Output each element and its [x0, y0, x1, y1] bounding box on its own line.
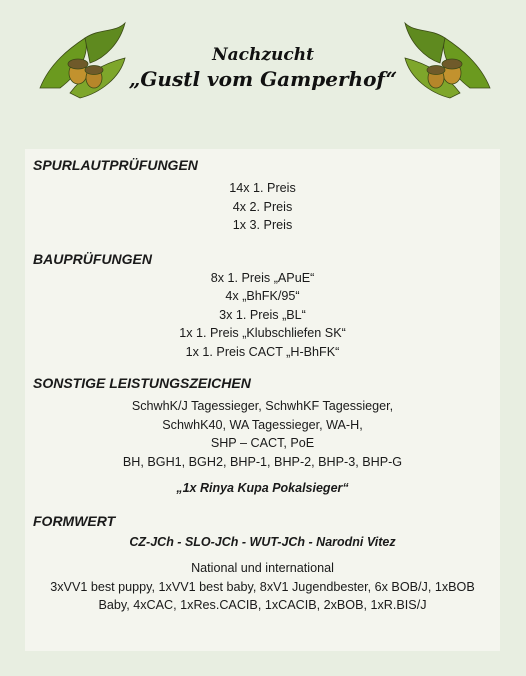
page-header — [0, 0, 526, 130]
bau-list — [33, 269, 492, 362]
list-item: 1x 3. Preis — [232, 218, 293, 232]
list-item: 1x 1. Preis CACT „H-BhFK“ — [185, 344, 340, 359]
list-item: 1x 1. Preis „Klubschliefen SK“ — [179, 326, 346, 340]
list-item: BH, BGH1, BGH2, BHP-1, BHP-2, BHP-3, BHP-G — [122, 454, 403, 469]
list-item: SchwhK40, WA Tagessieger, WA-H, — [162, 417, 363, 432]
formwert-list — [33, 559, 492, 615]
spurlaut-list — [33, 179, 492, 235]
title-line-1: Nachzucht — [212, 45, 314, 65]
list-item: 3xVV1 best puppy, 1xVV1 best baby, 8xV1 Jugendbester, 6x BOB/J, 1xBOB — [50, 579, 475, 594]
section-heading-sonstige: SONSTIGE LEISTUNGSZEICHEN — [33, 375, 251, 391]
list-item: 4x „BhFK/95“ — [225, 289, 300, 303]
list-item: SHP – CACT, PoE — [210, 436, 315, 450]
list-item: Baby, 4xCAC, 1xRes.CACIB, 1xCACIB, 2xBOB, 1xR.BIS/J — [98, 598, 427, 612]
list-item: 3x 1. Preis „BL“ — [219, 307, 306, 322]
sonstige-list — [33, 397, 492, 471]
section-heading-formwert: FORMWERT — [33, 513, 116, 529]
title-line-2: „Gustl vom Gamperhof“ — [128, 67, 398, 91]
page-title — [120, 44, 406, 92]
results-panel — [25, 149, 500, 651]
list-item: 8x 1. Preis „APuE“ — [210, 270, 315, 285]
highlight-award: „1x Rinya Kupa Pokalsieger“ — [176, 481, 349, 495]
list-item: 14x 1. Preis — [229, 181, 296, 195]
champion-titles: CZ-JCh - SLO-JCh - WUT-JCh - Narodni Vitez — [129, 535, 396, 549]
section-heading-spurlaut: SPURLAUTPRÜFUNGEN — [33, 157, 198, 173]
list-item: 4x 2. Preis — [232, 199, 293, 214]
list-item: National und international — [191, 561, 334, 575]
section-heading-bau: BAUPRÜFUNGEN — [33, 250, 152, 267]
list-item: SchwhK/J Tagessieger, SchwhKF Tagessieger, — [131, 399, 394, 413]
oak-leaves-acorns-icon — [390, 18, 500, 108]
